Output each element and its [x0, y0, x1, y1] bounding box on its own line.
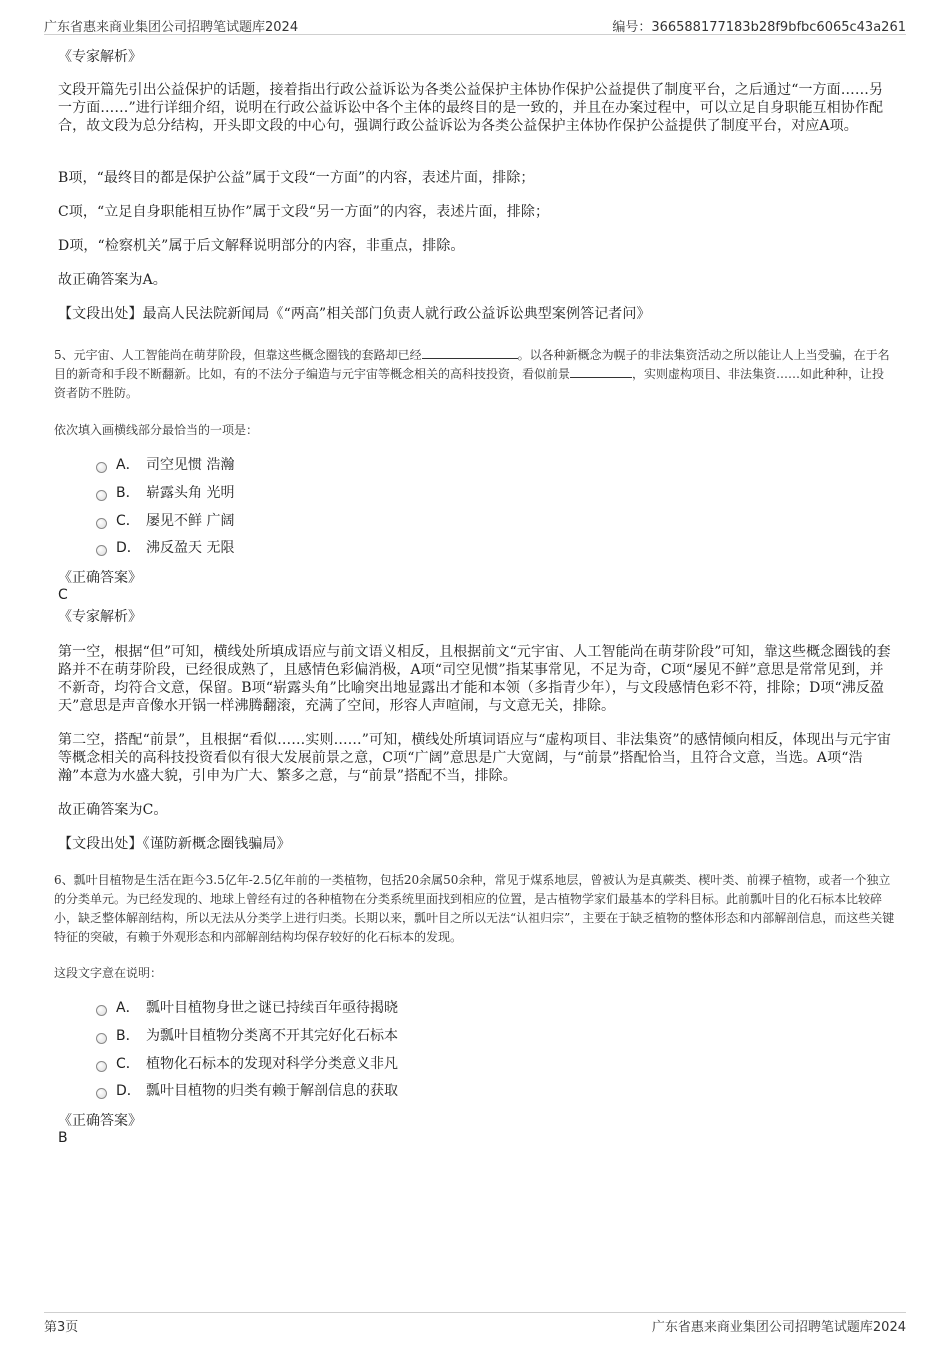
option-text: 瓢叶目植物身世之谜已持续百年亟待揭晓 — [146, 1000, 398, 1016]
radio-icon[interactable] — [96, 1033, 107, 1044]
q5-option-a[interactable] — [96, 456, 234, 474]
q5-expert-label: 《专家解析》 — [58, 609, 142, 625]
q6-answer-label: 《正确答案》 — [58, 1113, 142, 1129]
q4-conclusion: 故正确答案为A。 — [58, 272, 167, 288]
page-footer — [44, 1312, 906, 1333]
option-text: 为瓢叶目植物分类离不开其完好化石标本 — [146, 1028, 398, 1044]
q6-option-a[interactable] — [96, 999, 398, 1017]
radio-icon[interactable] — [96, 490, 107, 501]
option-letter: C． — [116, 513, 140, 529]
option-text: 崭露头角 光明 — [146, 485, 235, 501]
q5-analysis-para2: 第二空，搭配“前景”，且根据“看似……实则……”可知，横线处所填词语应与“虚构项目、非法集资”的感情倾向相反，体现出与元宇宙等概念相关的高科技投资看似有很大发展前景之意，C项“广阔”意思是广大宽阔，与“前景”搭配恰当，且符合文意，当选。A项“浩瀚”本意为水盛大貌，引申为广大、繁多之意，与“前景”搭配不当，排除。 — [58, 732, 892, 784]
radio-icon[interactable] — [96, 1088, 107, 1099]
q4-analysis-para1: 文段开篇先引出公益保护的话题，接着指出行政公益诉讼为各类公益保护主体协作保护公益提供了制度平台，之后通过“一方面……另一方面……”进行详细介绍，说明在行政公益诉讼中各个主体的最终目的是一致的，并且在办案过程中，可以立足自身职能互相协作配合，故文段为总分结构，开头即文段的中心句，强调行政公益诉讼为各类公益保护主体协作保护公益提供了制度平台，对应A项。 — [58, 82, 884, 134]
q5-blank-2 — [570, 365, 632, 378]
header-title: 广东省惠来商业集团公司招聘笔试题库2024 — [44, 20, 299, 35]
q5-prompt: 依次填入画横线部分最恰当的一项是： — [54, 423, 259, 437]
q4-expert-label: 《专家解析》 — [58, 49, 142, 65]
option-letter: C． — [116, 1056, 140, 1072]
q5-stem-part1: 5、元宇宙、人工智能尚在萌芽阶段，但靠这些概念圈钱的套路却已经 — [54, 348, 422, 362]
q4-source: 【文段出处】最高人民法院新闻局《“两高”相关部门负责人就行政公益诉讼典型案例答记者问》 — [58, 306, 651, 322]
q5-option-d[interactable] — [96, 539, 234, 557]
radio-icon[interactable] — [96, 1005, 107, 1016]
option-text: 司空见惯 浩瀚 — [146, 457, 235, 473]
q5-stem — [54, 346, 896, 403]
q5-conclusion: 故正确答案为C。 — [58, 802, 168, 818]
q6-stem: 6、瓢叶目植物是生活在距今3.5亿年-2.5亿年前的一类植物，包括20余属50余种，常见于煤系地层，曾被认为是真蕨类、楔叶类、前裸子植物，或者一个独立的分类单元。为已经发现的、地球上曾经有过的各种植物在分类系统里面找到相应的位置，是古植物学家们最基本的学科目标。此前瓢叶目的化石标本比较碎小，缺乏整体解剖结构，所以无法从分类学上进行归类。长期以来，瓢叶目之所以无法“认祖归宗”，主要在于缺乏植物的整体形态和内部解剖信息，而这些关键特征的突破，有赖于外观形态和内部解剖结构均保存较好的化石标本的发现。 — [54, 873, 895, 944]
option-letter: D． — [116, 1083, 141, 1099]
q6-answer: B — [58, 1130, 68, 1146]
option-text: 屡见不鲜 广阔 — [146, 513, 235, 529]
radio-icon[interactable] — [96, 1061, 107, 1072]
q6-option-b[interactable] — [96, 1027, 398, 1045]
header-doc-id: 编号：366588177183b28f9bfbc6065c43a261 — [612, 20, 906, 35]
radio-icon[interactable] — [96, 545, 107, 556]
q5-answer-label: 《正确答案》 — [58, 570, 142, 586]
option-letter: A． — [116, 457, 140, 473]
option-text: 沸反盈天 无限 — [146, 540, 235, 556]
option-letter: A． — [116, 1000, 140, 1016]
q5-source: 【文段出处】《谨防新概念圈钱骗局》 — [58, 836, 291, 852]
q6-option-d[interactable] — [96, 1082, 398, 1100]
q4-analysis-option-c: C项，“立足自身职能相互协作”属于文段“另一方面”的内容，表述片面，排除； — [58, 204, 550, 220]
option-text: 植物化石标本的发现对科学分类意义非凡 — [146, 1056, 398, 1072]
page-header — [44, 14, 906, 35]
option-letter: D． — [116, 540, 141, 556]
option-letter: B． — [116, 485, 140, 501]
q5-analysis-para1: 第一空，根据“但”可知，横线处所填成语应与前文语义相反，且根据前文“元宇宙、人工智能尚在萌芽阶段”可知，靠这些概念圈钱的套路并不在萌芽阶段，已经很成熟了，且感情色彩偏消极，A项“司空见惯”指某事常见，不足为奇，C项“屡见不鲜”意思是常常见到，并不新奇，均符合文意，保留。B项“崭露头角”比喻突出地显露出才能和本领（多指青少年），与文段感情色彩不符，排除；D项“沸反盈天”意思是声音像水开锅一样沸腾翻滚，充满了空间，形容人声喧闹，与文意无关，排除。 — [58, 644, 891, 714]
radio-icon[interactable] — [96, 518, 107, 529]
q4-analysis-option-d: D项，“检察机关”属于后文解释说明部分的内容，非重点，排除。 — [58, 238, 465, 254]
q5-stem-part3: ，实则虚构项目、非法集资……如此种种，让投资者防不胜防。 — [54, 367, 885, 400]
radio-icon[interactable] — [96, 462, 107, 473]
q5-option-c[interactable] — [96, 512, 234, 530]
q6-option-c[interactable] — [96, 1055, 398, 1073]
q5-answer: C — [58, 587, 68, 603]
footer-page-number: 第3页 — [44, 1320, 79, 1335]
footer-title: 广东省惠来商业集团公司招聘笔试题库2024 — [651, 1320, 906, 1335]
q5-stem-part2: 。以各种新概念为幌子的非法集资活动之所以能让人上当受骗，在于名目的新奇和手段不断翻新。比如，有的不法分子编造与元宇宙等概念相关的高科技投资，看似前景 — [54, 348, 890, 381]
option-text: 瓢叶目植物的归类有赖于解剖信息的获取 — [146, 1083, 398, 1099]
q5-option-b[interactable] — [96, 484, 234, 502]
option-letter: B． — [116, 1028, 140, 1044]
q6-prompt: 这段文字意在说明： — [54, 966, 163, 980]
q4-analysis-option-b: B项，“最终目的都是保护公益”属于文段“一方面”的内容，表述片面，排除； — [58, 170, 535, 186]
q5-blank-1 — [422, 346, 518, 359]
